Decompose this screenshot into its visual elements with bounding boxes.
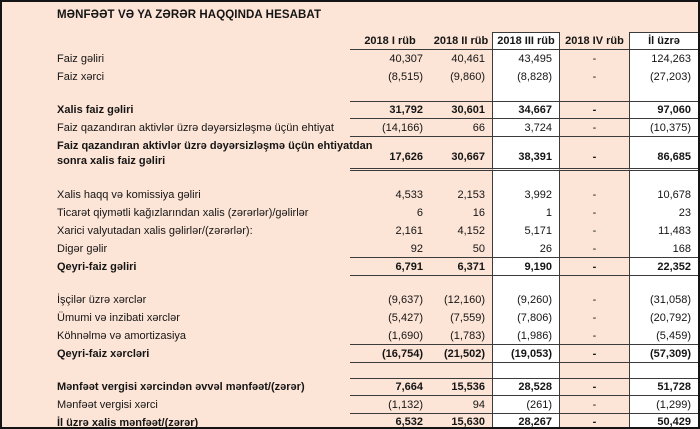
- row-label-line: Köhnəlmə və amortizasiya: [57, 330, 187, 342]
- cell-value: [350, 363, 430, 378]
- cell-value: 6,532: [350, 414, 430, 429]
- row-label: [50, 258, 350, 276]
- cell-value: 16: [472, 207, 485, 219]
- table-row: [50, 222, 699, 240]
- row-label-line: Ümumi və inzibati xərclər: [57, 312, 180, 324]
- table-row: [50, 378, 699, 396]
- cell-value: (1,783): [430, 327, 492, 345]
- cell-value: [629, 363, 699, 378]
- row-label-line: sonra xalis faiz gəliri: [57, 155, 166, 167]
- cell-value: -: [560, 396, 629, 414]
- row-label-line: Qeyri-faiz xərcləri: [57, 348, 150, 360]
- cell-value: (7,559): [450, 312, 485, 324]
- row-label: [50, 378, 350, 396]
- row-label: [50, 204, 350, 222]
- cell-value: -: [560, 101, 629, 119]
- row-label: [50, 171, 350, 186]
- cell-value: 97,060: [629, 101, 699, 119]
- row-label-line: Xarici valyutadan xalis gəlirlər/(zərərlər):: [57, 225, 253, 237]
- cell-value: (8,828): [492, 68, 560, 86]
- cell-value: [430, 363, 492, 378]
- cell-value: 11,483: [629, 222, 699, 240]
- cell-value: -: [560, 378, 629, 396]
- cell-value: (31,058): [629, 291, 699, 309]
- cell-value: (5,427): [388, 312, 423, 324]
- row-label: [50, 222, 350, 240]
- row-label-line: Faiz qazandıran aktivlər üzrə dəyərsizləşmə üçün ehtiyat: [57, 122, 334, 134]
- cell-value: -: [592, 312, 597, 324]
- cell-value: [629, 276, 699, 291]
- cell-value: [430, 171, 492, 186]
- cell-value: 124,263: [629, 50, 699, 68]
- cell-value: -: [592, 294, 597, 306]
- cell-value: (19,053): [492, 345, 560, 363]
- cell-value: [350, 86, 430, 101]
- cell-value: -: [560, 137, 629, 171]
- cell-value: [492, 86, 560, 101]
- cell-value: 10,678: [629, 186, 699, 204]
- cell-value: -: [560, 414, 629, 429]
- cell-value: (9,860): [450, 71, 485, 83]
- cell-value: (27,203): [629, 68, 699, 86]
- cell-value: -: [560, 327, 629, 345]
- cell-value: 4,533: [395, 189, 423, 201]
- cell-value: [629, 86, 699, 101]
- cell-value: 34,667: [492, 101, 560, 119]
- cell-value: [629, 171, 699, 186]
- cell-value: 26: [492, 240, 560, 258]
- cell-value: 43,495: [492, 50, 560, 68]
- cell-value: 6,371: [430, 258, 492, 276]
- cell-value: 22,352: [629, 258, 699, 276]
- cell-value: [492, 276, 560, 291]
- spacer-row: [50, 276, 699, 291]
- row-label: [50, 240, 350, 258]
- cell-value: [492, 171, 560, 186]
- cell-value: 2,153: [457, 189, 485, 201]
- row-label: [50, 363, 350, 378]
- cell-value: 15,536: [430, 378, 492, 396]
- cell-value: (5,459): [629, 327, 699, 345]
- cell-value: (1,690): [350, 327, 430, 345]
- column-header: 2018 IV rüb: [560, 32, 629, 50]
- row-label: [50, 186, 350, 204]
- cell-value: 50: [430, 240, 492, 258]
- cell-value: (9,260): [492, 291, 560, 309]
- cell-value: [560, 171, 629, 186]
- table-header-row: [50, 32, 699, 50]
- spacer-row: [50, 171, 699, 186]
- cell-value: 5,171: [492, 222, 560, 240]
- cell-value: 6,791: [350, 258, 430, 276]
- cell-value: (14,166): [350, 119, 430, 137]
- row-label-line: Faiz xərci: [57, 71, 105, 83]
- cell-value: -: [560, 119, 629, 137]
- cell-value: [560, 276, 629, 291]
- row-label: [50, 327, 350, 345]
- row-label-line: İşçilər üzrə xərclər: [57, 294, 147, 306]
- cell-value: (1,132): [350, 396, 430, 414]
- cell-value: 7,664: [350, 378, 430, 396]
- table-row: [50, 414, 699, 429]
- column-header: İl üzrə: [629, 32, 699, 50]
- cell-value: (57,309): [629, 345, 699, 363]
- cell-value: (9,637): [388, 294, 423, 306]
- row-label: [50, 119, 350, 137]
- cell-value: (12,160): [444, 294, 485, 306]
- cell-value: [560, 86, 629, 101]
- cell-value: 23: [629, 204, 699, 222]
- cell-value: 2,161: [395, 225, 423, 237]
- cell-value: 3,724: [492, 119, 560, 137]
- cell-value: -: [592, 71, 597, 83]
- table-row: [50, 345, 699, 363]
- cell-value: [350, 171, 430, 186]
- cell-value: (261): [492, 396, 560, 414]
- row-label: [50, 291, 350, 309]
- cell-value: 92: [350, 240, 430, 258]
- cell-value: -: [560, 240, 629, 258]
- cell-value: 66: [430, 119, 492, 137]
- cell-value: [430, 86, 492, 101]
- cell-value: (16,754): [350, 345, 430, 363]
- cell-value: [560, 363, 629, 378]
- cell-value: 3,992: [492, 186, 560, 204]
- spacer-row: [50, 86, 699, 101]
- table-row: [50, 309, 699, 327]
- cell-value: 86,685: [629, 137, 699, 171]
- table-row: [50, 204, 699, 222]
- row-label-line: Mənfəət vergisi xərcindən əvvəl mənfəət/(zərər): [57, 381, 305, 393]
- cell-value: 50,429: [629, 414, 699, 429]
- cell-value: (20,792): [629, 309, 699, 327]
- cell-value: 168: [629, 240, 699, 258]
- cell-value: 28,267: [492, 414, 560, 429]
- row-label: [50, 309, 350, 327]
- cell-value: 51,728: [629, 378, 699, 396]
- table-row: [50, 68, 699, 86]
- row-label-line: İl üzrə xalis mənfəət/(zərər): [57, 417, 199, 429]
- cell-value: [492, 363, 560, 378]
- row-label-line: Ticarət qiymətli kağızlarından xalis (zərərlər)/gəlirlər: [57, 207, 309, 219]
- table-row: [50, 119, 699, 137]
- row-label-line: Xalis faiz gəliri: [57, 104, 134, 116]
- row-label: [50, 276, 350, 291]
- cell-value: 4,152: [457, 225, 485, 237]
- cell-value: 38,391: [492, 137, 560, 171]
- row-label: [50, 101, 350, 119]
- table-row: [50, 137, 699, 171]
- header-spacer: [50, 32, 350, 50]
- row-label-line: Qeyri-faiz gəliri: [57, 261, 137, 273]
- row-label-line: Xalis haqq və komissiya gəliri: [57, 189, 201, 201]
- cell-value: 28,528: [492, 378, 560, 396]
- cell-value: -: [592, 53, 597, 65]
- row-label-line: Faiz qazandıran aktivlər üzrə dəyərsizləşmə üçün ehtiyatdan: [57, 140, 373, 152]
- row-label: [50, 86, 350, 101]
- row-label: [50, 50, 350, 68]
- row-label: [50, 414, 350, 429]
- income-statement-table: [50, 32, 699, 429]
- row-label-line: Mənfəət vergisi xərci: [57, 399, 158, 411]
- row-label: [50, 396, 350, 414]
- cell-value: [430, 276, 492, 291]
- cell-value: -: [592, 189, 597, 201]
- row-label: [50, 345, 350, 363]
- cell-value: (10,375): [629, 119, 699, 137]
- cell-value: 15,630: [430, 414, 492, 429]
- cell-value: 40,461: [451, 53, 485, 65]
- row-label: [50, 137, 373, 171]
- table-row: [50, 186, 699, 204]
- table-row: [50, 327, 699, 345]
- cell-value: 9,190: [492, 258, 560, 276]
- row-label-line: Digər gəlir: [57, 243, 108, 255]
- cell-value: (7,806): [492, 309, 560, 327]
- cell-value: -: [592, 207, 597, 219]
- cell-value: (8,515): [388, 71, 423, 83]
- cell-value: [350, 276, 430, 291]
- row-label: [50, 68, 350, 86]
- cell-value: 1: [492, 204, 560, 222]
- table-row: [50, 50, 699, 68]
- cell-value: (21,502): [430, 345, 492, 363]
- cell-value: (1,299): [629, 396, 699, 414]
- column-header: 2018 II rüb: [430, 32, 492, 50]
- cell-value: -: [592, 225, 597, 237]
- table-row: [50, 101, 699, 119]
- column-header: 2018 I rüb: [350, 32, 430, 50]
- cell-value: (1,986): [492, 327, 560, 345]
- page-title: MƏNFƏƏT VƏ YA ZƏRƏR HAQQINDA HESABAT: [57, 9, 322, 21]
- table-row: [50, 240, 699, 258]
- cell-value: 40,307: [389, 53, 423, 65]
- cell-value: 6: [416, 207, 423, 219]
- cell-value: 17,626: [350, 137, 430, 171]
- column-header: 2018 III rüb: [492, 32, 560, 50]
- table-row: [50, 291, 699, 309]
- cell-value: 94: [430, 396, 492, 414]
- cell-value: -: [560, 345, 629, 363]
- cell-value: 30,667: [430, 137, 492, 171]
- cell-value: 30,601: [430, 101, 492, 119]
- cell-value: -: [560, 258, 629, 276]
- table-row: [50, 396, 699, 414]
- cell-value: 31,792: [350, 101, 430, 119]
- row-label-line: Faiz gəliri: [57, 53, 105, 65]
- spacer-row: [50, 363, 699, 378]
- table-row: [50, 258, 699, 276]
